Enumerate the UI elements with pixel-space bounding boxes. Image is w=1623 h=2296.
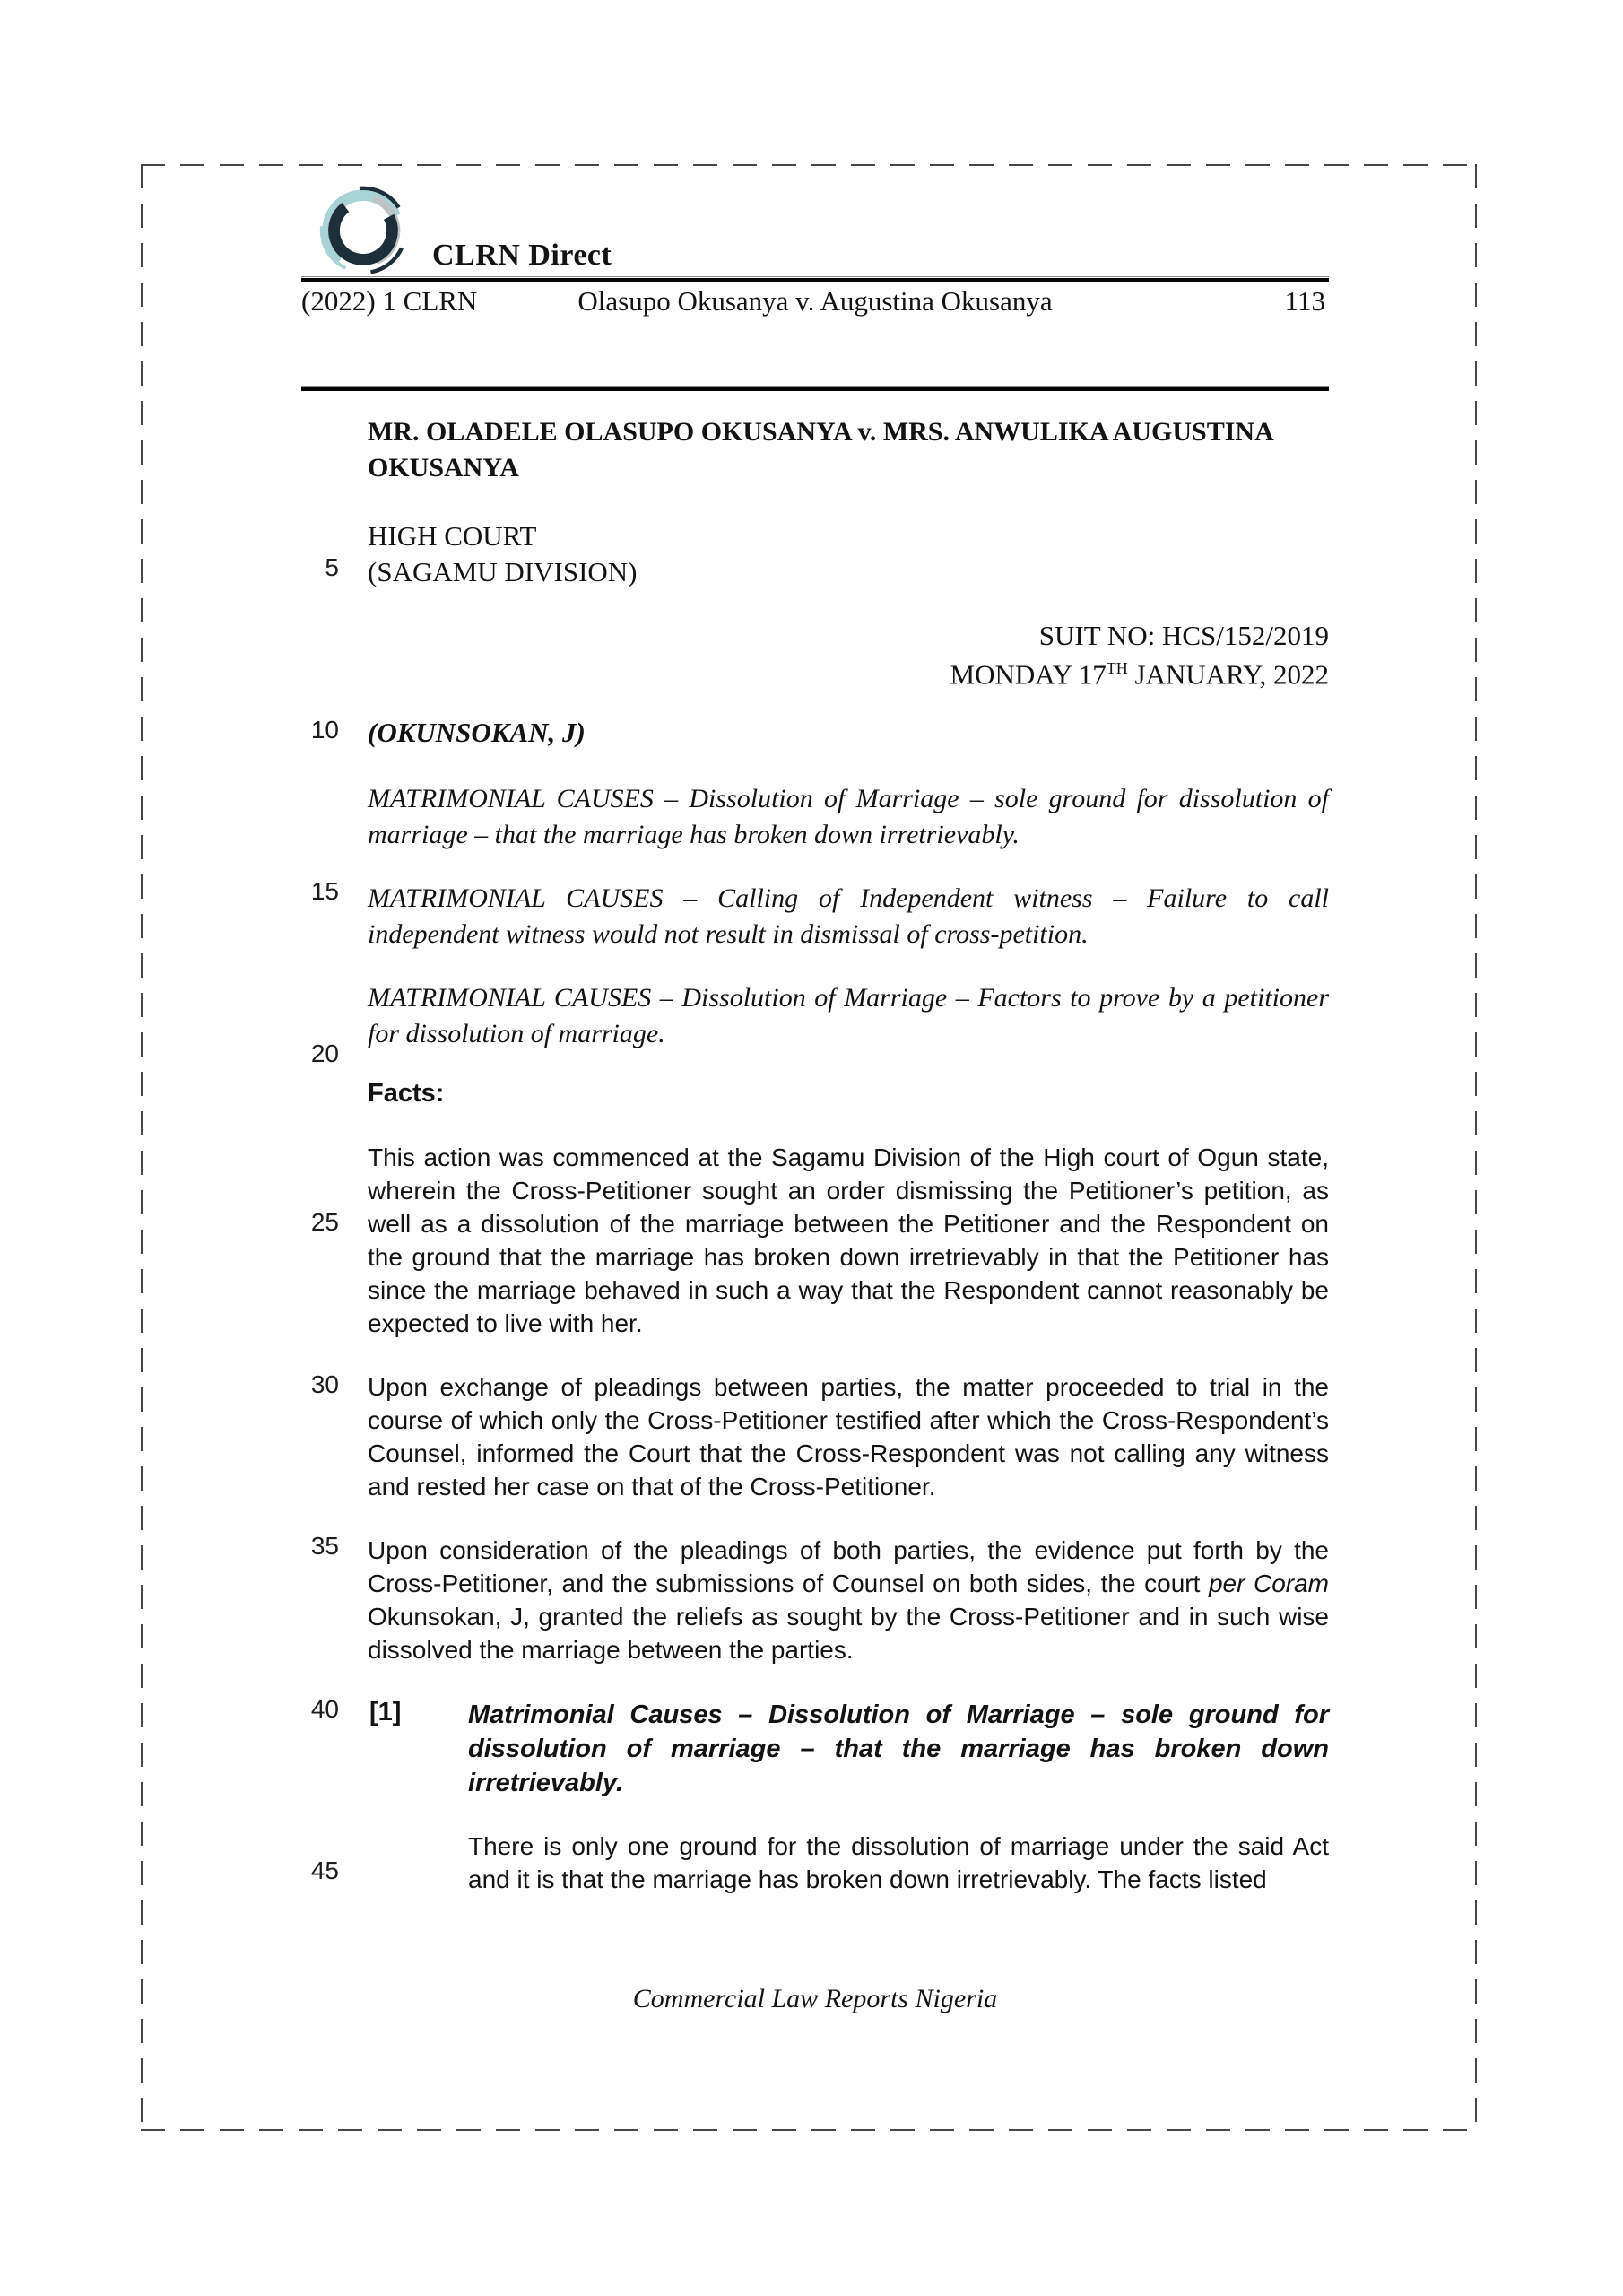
court-block [368, 518, 1329, 590]
page-border-bottom [141, 2129, 1477, 2131]
page-border-top [141, 164, 1477, 166]
header-rule [301, 386, 1329, 391]
margin-line-number: 20 [310, 1039, 339, 1067]
suit-number: SUIT NO: HCS/152/2019 [1038, 620, 1329, 651]
judgment-date: MONDAY 17TH JANUARY, 2022 [950, 658, 1329, 691]
report-citation: (2022) 1 CLRN [301, 285, 478, 317]
holding-heading: Matrimonial Causes – Dissolution of Marriage – sole ground for dissolution of marriage – that the marriage has broken down irretrievably. [468, 1700, 1329, 1797]
page-border-right [1475, 164, 1477, 2131]
margin-line-number: 45 [310, 1857, 339, 1884]
holding-body: There is only one ground for the dissolution of marriage under the said Act and it is that the marriage has broken down irretrievably. The facts listed [468, 1832, 1329, 1893]
running-case-name: Olasupo Okusanya v. Augustina Okusanya [577, 285, 1053, 317]
judge-name: (OKUNSOKAN, J) [368, 717, 586, 748]
brand-title: CLRN Direct [432, 239, 612, 272]
court-division: (SAGAMU DIVISION) [368, 556, 638, 587]
margin-line-number: 10 [310, 716, 339, 744]
margin-line-number: 5 [325, 553, 339, 581]
clrn-swirl-logo [306, 178, 421, 283]
facts-paragraph: This action was commenced at the Sagamu Division of the High court of Ogun state, wherein the Cross-Petitioner sought an order dismissing the Petitioner’s petition, as well as a dissolution of the marriage between the Petitioner and the Respondent on the ground that the marriage has broken down irretrievably in that the Petitioner has since the marriage behaved in such a way that the Respondent cannot reasonably be expected to live with her. [368, 1144, 1329, 1337]
margin-line-number: 25 [310, 1208, 339, 1236]
margin-line-number: 15 [310, 877, 339, 905]
margin-line-number: 40 [310, 1695, 339, 1723]
footer-imprint: Commercial Law Reports Nigeria [632, 1984, 998, 2013]
court-name: HIGH COURT [368, 520, 537, 552]
masthead-rule [301, 276, 1329, 282]
page-border-left [141, 164, 143, 2131]
holding-marker: [1] [369, 1698, 402, 1726]
facts-heading: Facts: [368, 1079, 445, 1108]
margin-line-number: 30 [310, 1370, 339, 1398]
catchword: MATRIMONIAL CAUSES – Calling of Independent witness – Failure to call independent witness would not result in dismissal of cross-petition. [368, 883, 1329, 949]
page-number: 113 [1284, 285, 1325, 317]
date-ordinal: TH [1106, 659, 1128, 677]
latin-phrase: per Coram [1208, 1570, 1329, 1597]
suit-block [368, 619, 1329, 691]
running-header [301, 285, 1329, 321]
margin-line-number: 35 [310, 1532, 339, 1560]
catchword: MATRIMONIAL CAUSES – Dissolution of Marriage – sole ground for dissolution of marriage – that the marriage has broken down irretrievably. [368, 784, 1329, 849]
facts-paragraph: Upon exchange of pleadings between parties, the matter proceeded to trial in the course of which only the Cross-Petitioner testified after which the Cross-Respondent’s Counsel, informed the Court that the Cross-Respondent was not calling any witness and rested her case on that of the Cross-Petitioner. [368, 1373, 1329, 1500]
case-title: MR. OLADELE OLASUPO OKUSANYA v. MRS. ANWULIKA AUGUSTINA OKUSANYA [368, 417, 1273, 483]
facts-paragraph: Upon consideration of the pleadings of both parties, the evidence put forth by the Cross-Petitioner, and the submissions of Counsel on both sides, the court per Coram Okunsokan, J, granted the reliefs as sought by the Cross-Petitioner and in such wise dissolved the marriage between the parties. [368, 1536, 1329, 1664]
catchword: MATRIMONIAL CAUSES – Dissolution of Marriage – Factors to prove by a petitioner for dissolution of marriage. [368, 983, 1329, 1048]
